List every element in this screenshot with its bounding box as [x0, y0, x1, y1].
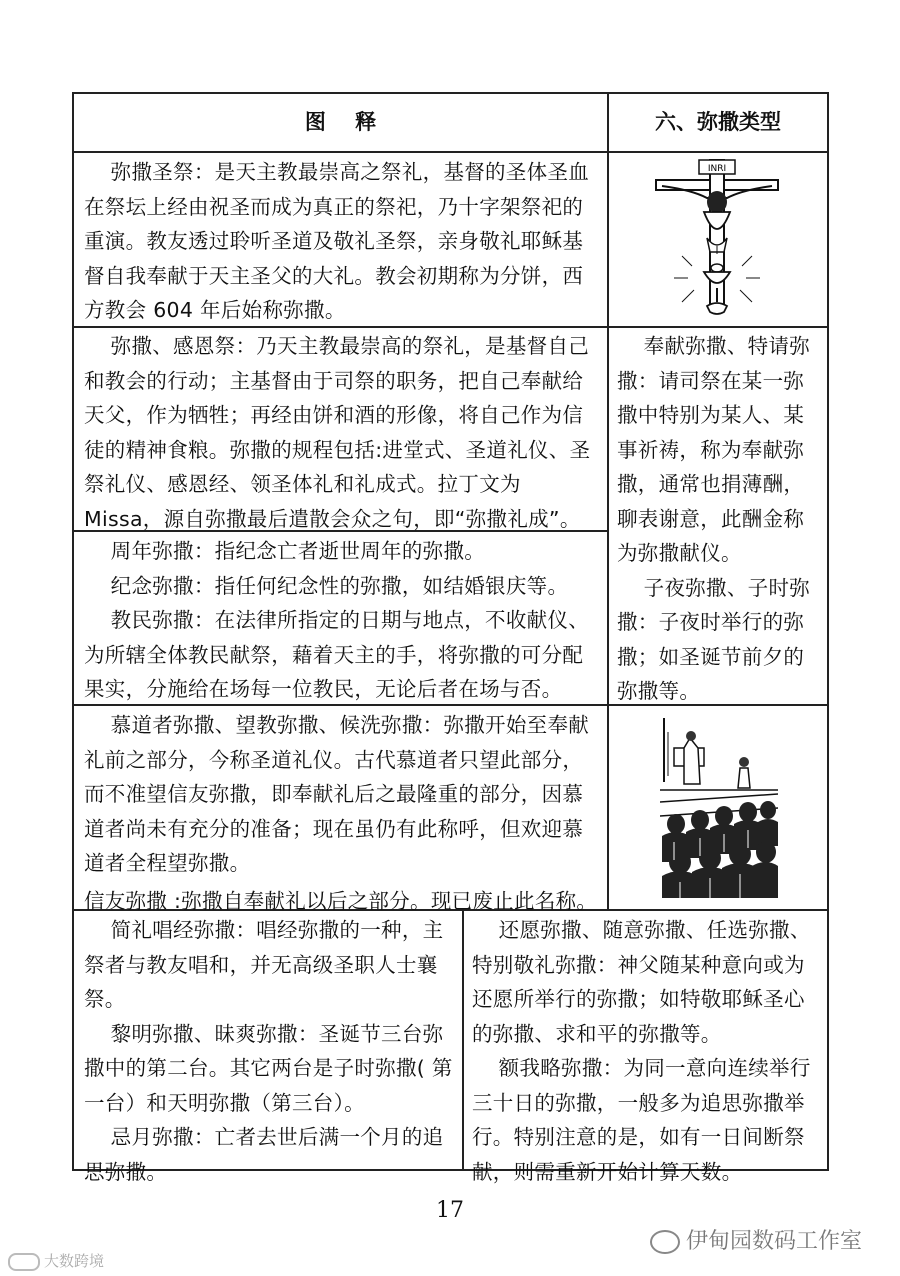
paragraph: 奉献弥撒、特请弥撒：请司祭在某一弥撒中特别为某人、某事祈祷，称为奉献弥撒，通常也捐薄酬，聊表谢意，此酬金称为弥撒献仪。	[617, 334, 811, 565]
paragraph: 纪念弥撒：指任何纪念性的弥撒，如结婚银庆等。	[110, 573, 569, 598]
main-column-divider	[607, 92, 609, 910]
paragraph: 慕道者弥撒、望教弥撒、候洗弥撒：弥撒开始至奉献礼前之部分，今称圣道礼仪。古代慕道者只望此部分，而不准望信友弥撒，即奉献礼后之最隆重的部分，因慕道者尚未有充分的准备；现在虽仍有此称呼，但欢迎慕道者全程望弥撒。	[84, 713, 590, 875]
paragraph: 简礼唱经弥撒：唱经弥撒的一种，主祭者与教友唱和，并无高级圣职人士襄祭。	[84, 918, 444, 1011]
crucifix-illustration	[652, 156, 782, 322]
paragraph: 教民弥撒：在法律所指定的日期与地点，不收献仪、为所辖全体教民献祭，藉着天主的手，将弥撒的可分配果实，分施给在场每一位教民，无论后者在场与否。	[84, 608, 590, 701]
brand-logo-icon	[8, 1253, 40, 1271]
header-divider	[72, 151, 829, 153]
page-number: 17	[436, 1198, 464, 1223]
paragraph: 周年弥撒：指纪念亡者逝世周年的弥撒。	[110, 539, 486, 563]
row5-right-text	[472, 913, 822, 1189]
wechat-icon	[650, 1230, 680, 1254]
paragraph: 弥撒、感恩祭：乃天主教最崇高的祭礼，是基督自己和教会的行动；主基督由于司祭的职务，把自己奉献给天父，作为牺牲；再经由饼和酒的形像，将自己作为信徒的精神食粮。弥撒的规程包括:进堂式、圣道礼仪、圣祭礼仪、感恩经、领圣体礼和礼成式。拉丁文为 Missa，源自弥撒最后遣散会众之句，即“弥撒礼成”。	[84, 334, 591, 531]
bottom-column-divider	[462, 909, 464, 1171]
paragraph: 信友弥撒 :弥撒自奉献礼以后之部分。现已废止此名称。	[84, 888, 598, 913]
header-left: 图 释	[304, 110, 377, 134]
paragraph: 黎明弥撒、昧爽弥撒：圣诞节三台弥撒中的第二台。其它两台是子时弥撒( 第一台）和天明弥撒（第三台）。	[84, 1021, 453, 1115]
paragraph: 弥撒圣祭：是天主教最崇高之祭礼，基督的圣体圣血在祭坛上经由祝圣而成为真正的祭祀，乃十字架祭祀的重演。教友透过聆听圣道及敬礼圣祭，亲身敬礼耶稣基督自我奉献于天主圣父的大礼。教会初期称为分饼，西方教会 604 年后始称弥撒。	[84, 160, 590, 322]
paragraph: 子夜弥撒、子时弥撒：子夜时举行的弥撒；如圣诞节前夕的弥撒等。	[617, 575, 811, 703]
row5-left-text	[84, 913, 457, 1189]
watermark-left	[8, 1250, 104, 1271]
row2-text	[84, 329, 602, 536]
paragraph: 还愿弥撒、随意弥撒、任选弥撒、特别敬礼弥撒：神父随某种意向或为还愿所举行的弥撒；如特敬耶稣圣心的弥撒、求和平的弥撒等。	[472, 918, 811, 1046]
row1-text	[84, 155, 602, 328]
mass-congregation-illustration	[660, 712, 778, 898]
watermark-left-text: 大数跨境	[44, 1252, 105, 1270]
watermark-right	[650, 1224, 862, 1255]
right-column-text	[617, 329, 819, 709]
row3-text	[84, 534, 602, 707]
paragraph: 忌月弥撒：亡者去世后满一个月的追思弥撒。	[84, 1125, 444, 1184]
watermark-right-text: 伊甸园数码工作室	[686, 1229, 863, 1254]
header-right: 六、弥撒类型	[655, 110, 781, 134]
inri-label: INRI	[707, 164, 727, 174]
row4-text	[84, 708, 602, 921]
paragraph: 额我略弥撒：为同一意向连续举行三十日的弥撒，一般多为追思弥撒举行。特别注意的是，如有一日间断祭献，则需重新开始计算天数。	[472, 1056, 811, 1184]
